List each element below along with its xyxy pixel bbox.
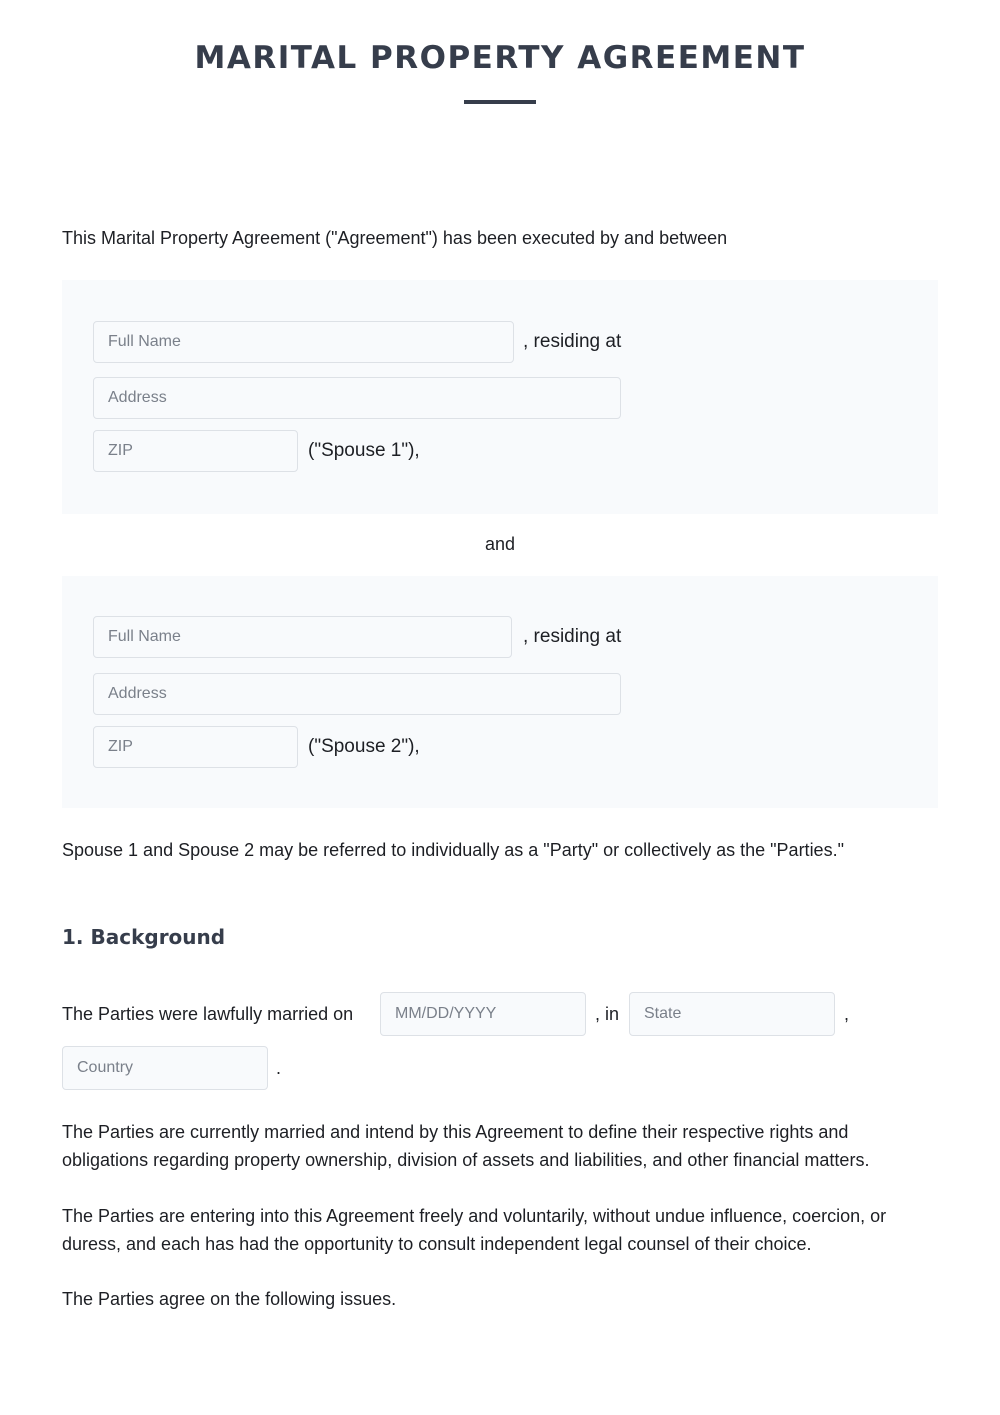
spouse2-residing-label: , residing at — [523, 626, 622, 647]
and-text: and — [484, 534, 516, 554]
period-text: . — [276, 1058, 282, 1078]
spouse2-full-name-input[interactable] — [93, 616, 512, 658]
background-paragraph-1: The Parties are currently married and intend by this Agreement to define their respective rights and obligations regarding property ownership, division of assets and liabilities, and other financial matters. — [62, 1122, 870, 1170]
marriage-date-input[interactable] — [380, 992, 586, 1036]
spouse2-zip-input[interactable] — [93, 726, 298, 768]
comma-text: , — [844, 1004, 850, 1024]
document-title: MARITAL PROPERTY AGREEMENT — [194, 40, 806, 76]
spouse2-label: ("Spouse 2"), — [308, 736, 420, 757]
spouse1-address-input[interactable] — [93, 377, 621, 419]
intro-text: This Marital Property Agreement ("Agreement") has been executed by and between — [62, 228, 728, 248]
marriage-state-input[interactable] — [629, 992, 835, 1036]
spouse2-address-input[interactable] — [93, 673, 621, 715]
parties-note: Spouse 1 and Spouse 2 may be referred to individually as a "Party" or collectively as the "Parties." — [62, 840, 844, 860]
background-heading: 1. Background — [62, 925, 226, 949]
title-divider — [464, 100, 536, 104]
spouse1-full-name-input[interactable] — [93, 321, 514, 363]
background-paragraph-2: The Parties are entering into this Agreement freely and voluntarily, without undue influence, coercion, or duress, and each has had the opportunity to consult independent legal counsel of their choice. — [62, 1206, 887, 1254]
spouse1-residing-label: , residing at — [523, 331, 622, 352]
spouse1-zip-input[interactable] — [93, 430, 298, 472]
married-on-text: The Parties were lawfully married on — [62, 1004, 354, 1024]
spouse1-label: ("Spouse 1"), — [308, 440, 420, 461]
background-paragraph-3: The Parties agree on the following issues. — [62, 1289, 397, 1309]
in-text: , in — [595, 1004, 620, 1024]
marriage-country-input[interactable] — [62, 1046, 268, 1090]
